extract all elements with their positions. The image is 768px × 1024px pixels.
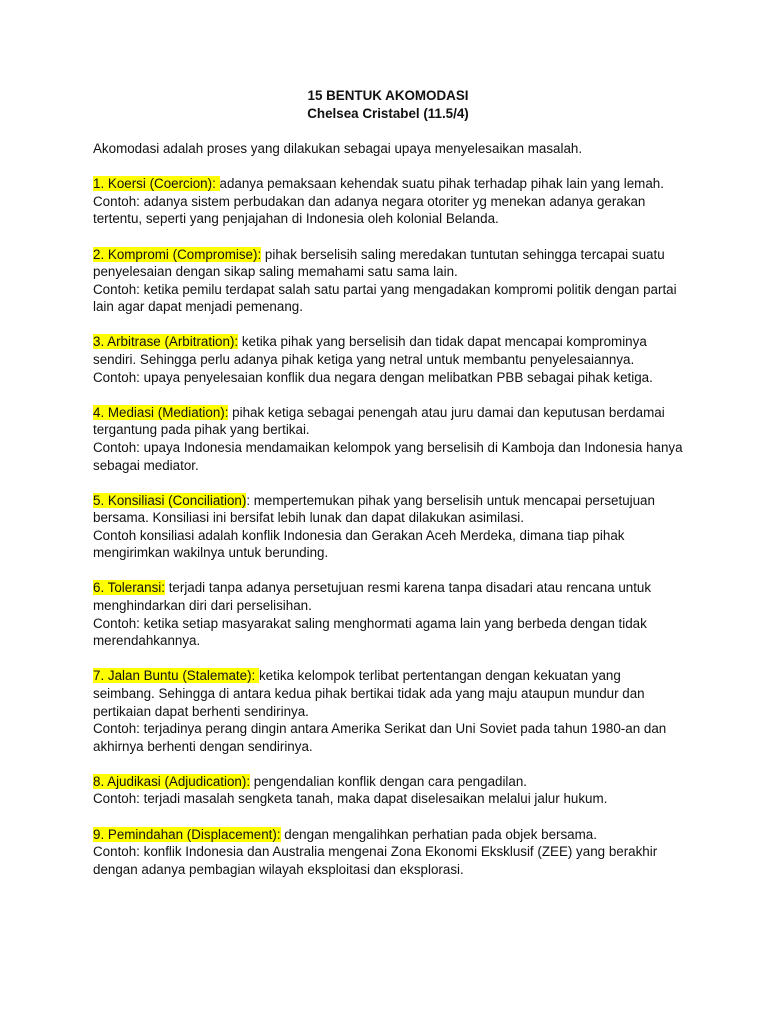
item-definition-text: pihak ketiga sebagai penengah atau juru damai dan keputusan berdamai tergantung pada pihak yang bertikai. — [93, 404, 665, 438]
item-heading: 9. Pemindahan (Displacement): — [93, 826, 281, 842]
item-definition-text: terjadi tanpa adanya persetujuan resmi karena tanpa disadari atau rencana untuk menghindarkan diri dari perselisihan. — [93, 580, 652, 614]
item-definition — [93, 404, 683, 439]
item-definition-text: adanya pemaksaan kehendak suatu pihak terhadap pihak lain yang lemah. — [219, 176, 664, 192]
item-definition — [93, 826, 683, 844]
item-definition — [93, 667, 683, 720]
list-item — [93, 175, 683, 228]
item-heading: 5. Konsiliasi (Conciliation) — [93, 492, 247, 508]
list-item — [93, 579, 683, 649]
list-item — [93, 667, 683, 755]
item-definition-text: : mempertemukan pihak yang berselisih untuk mencapai persetujuan bersama. Konsiliasi ini bersifat lebih lunak dan dapat dilakukan asimilasi. — [93, 492, 655, 526]
item-definition-text: dengan mengalihkan perhatian pada objek bersama. — [280, 826, 597, 842]
document-title: 15 BENTUK AKOMODASI — [307, 88, 469, 103]
list-item — [93, 826, 683, 879]
item-example: Contoh: upaya Indonesia mendamaikan kelompok yang berselisih di Kamboja dan Indonesia hanya sebagai mediator. — [93, 439, 683, 473]
item-definition-text: pengendalian konflik dengan cara pengadilan. — [250, 773, 528, 789]
item-definition-text: pihak berselisih saling meredakan tuntutan sehingga tercapai suatu penyelesaian dengan sikap saling memahami satu sama lain. — [93, 246, 665, 280]
item-definition-text: ketika pihak yang berselisih dan tidak dapat mencapai komprominya sendiri. Sehingga perlu adanya pihak ketiga yang netral untuk membantu penyelesaiannya. — [93, 334, 647, 368]
title-block — [93, 87, 683, 122]
item-example: Contoh: konflik Indonesia dan Australia mengenai Zona Ekonomi Eksklusif (ZEE) yang berakhir dengan adanya pembagian wilayah eksploitasi dan eksplorasi. — [93, 844, 658, 877]
list-item — [93, 404, 683, 474]
item-definition — [93, 773, 683, 791]
item-example: Contoh: terjadi masalah sengketa tanah, maka dapat diselesaikan melalui jalur hukum. — [93, 791, 608, 807]
item-definition — [93, 333, 683, 368]
item-example: Contoh: ketika setiap masyarakat saling menghormati agama lain yang berbeda dengan tidak merendahkannya. — [93, 615, 647, 649]
item-definition — [93, 175, 683, 193]
item-heading: 8. Ajudikasi (Adjudication): — [93, 773, 251, 789]
item-example: Contoh: terjadinya perang dingin antara Amerika Serikat dan Uni Soviet pada tahun 1980-an dan akhirnya berhenti dengan sendirinya. — [93, 721, 667, 754]
item-heading: 7. Jalan Buntu (Stalemate): — [93, 668, 259, 684]
item-example: Contoh: adanya sistem perbudakan dan adanya negara otoriter yg menekan adanya gerakan tertentu, seperti yang penjajahan di Indonesia oleh kolonial Belanda. — [93, 193, 646, 227]
item-heading: 3. Arbitrase (Arbitration): — [93, 334, 239, 350]
item-list — [93, 175, 683, 878]
intro-paragraph: Akomodasi adalah proses yang dilakukan sebagai upaya menyelesaikan masalah. — [93, 141, 583, 157]
item-definition — [93, 579, 683, 614]
item-heading: 2. Kompromi (Compromise): — [93, 246, 262, 262]
item-example: Contoh: upaya penyelesaian konflik dua negara dengan melibatkan PBB sebagai pihak ketiga. — [93, 369, 653, 385]
item-heading: 6. Toleransi: — [93, 580, 165, 596]
item-example: Contoh konsiliasi adalah konflik Indonesia dan Gerakan Aceh Merdeka, dimana tiap pihak mengirimkan wakilnya untuk berunding. — [93, 527, 625, 561]
item-definition — [93, 492, 683, 527]
document-author: Chelsea Cristabel (11.5/4) — [307, 105, 469, 121]
item-definition — [93, 246, 683, 281]
list-item — [93, 246, 683, 316]
document-page — [93, 87, 683, 878]
item-definition-text: ketika kelompok terlibat pertentangan dengan kekuatan yang seimbang. Sehingga di antara kedua pihak bertikai tidak ada yang maju ataupun mundur dan pertikaian dapat berhenti sendirinya. — [93, 668, 645, 719]
list-item — [93, 773, 683, 808]
item-heading: 1. Koersi (Coercion): — [93, 176, 220, 192]
list-item — [93, 333, 683, 386]
item-heading: 4. Mediasi (Mediation): — [93, 404, 229, 420]
list-item — [93, 492, 683, 562]
item-example: Contoh: ketika pemilu terdapat salah satu partai yang mengadakan kompromi politik dengan partai lain agar dapat menjadi pemenang. — [93, 281, 677, 315]
